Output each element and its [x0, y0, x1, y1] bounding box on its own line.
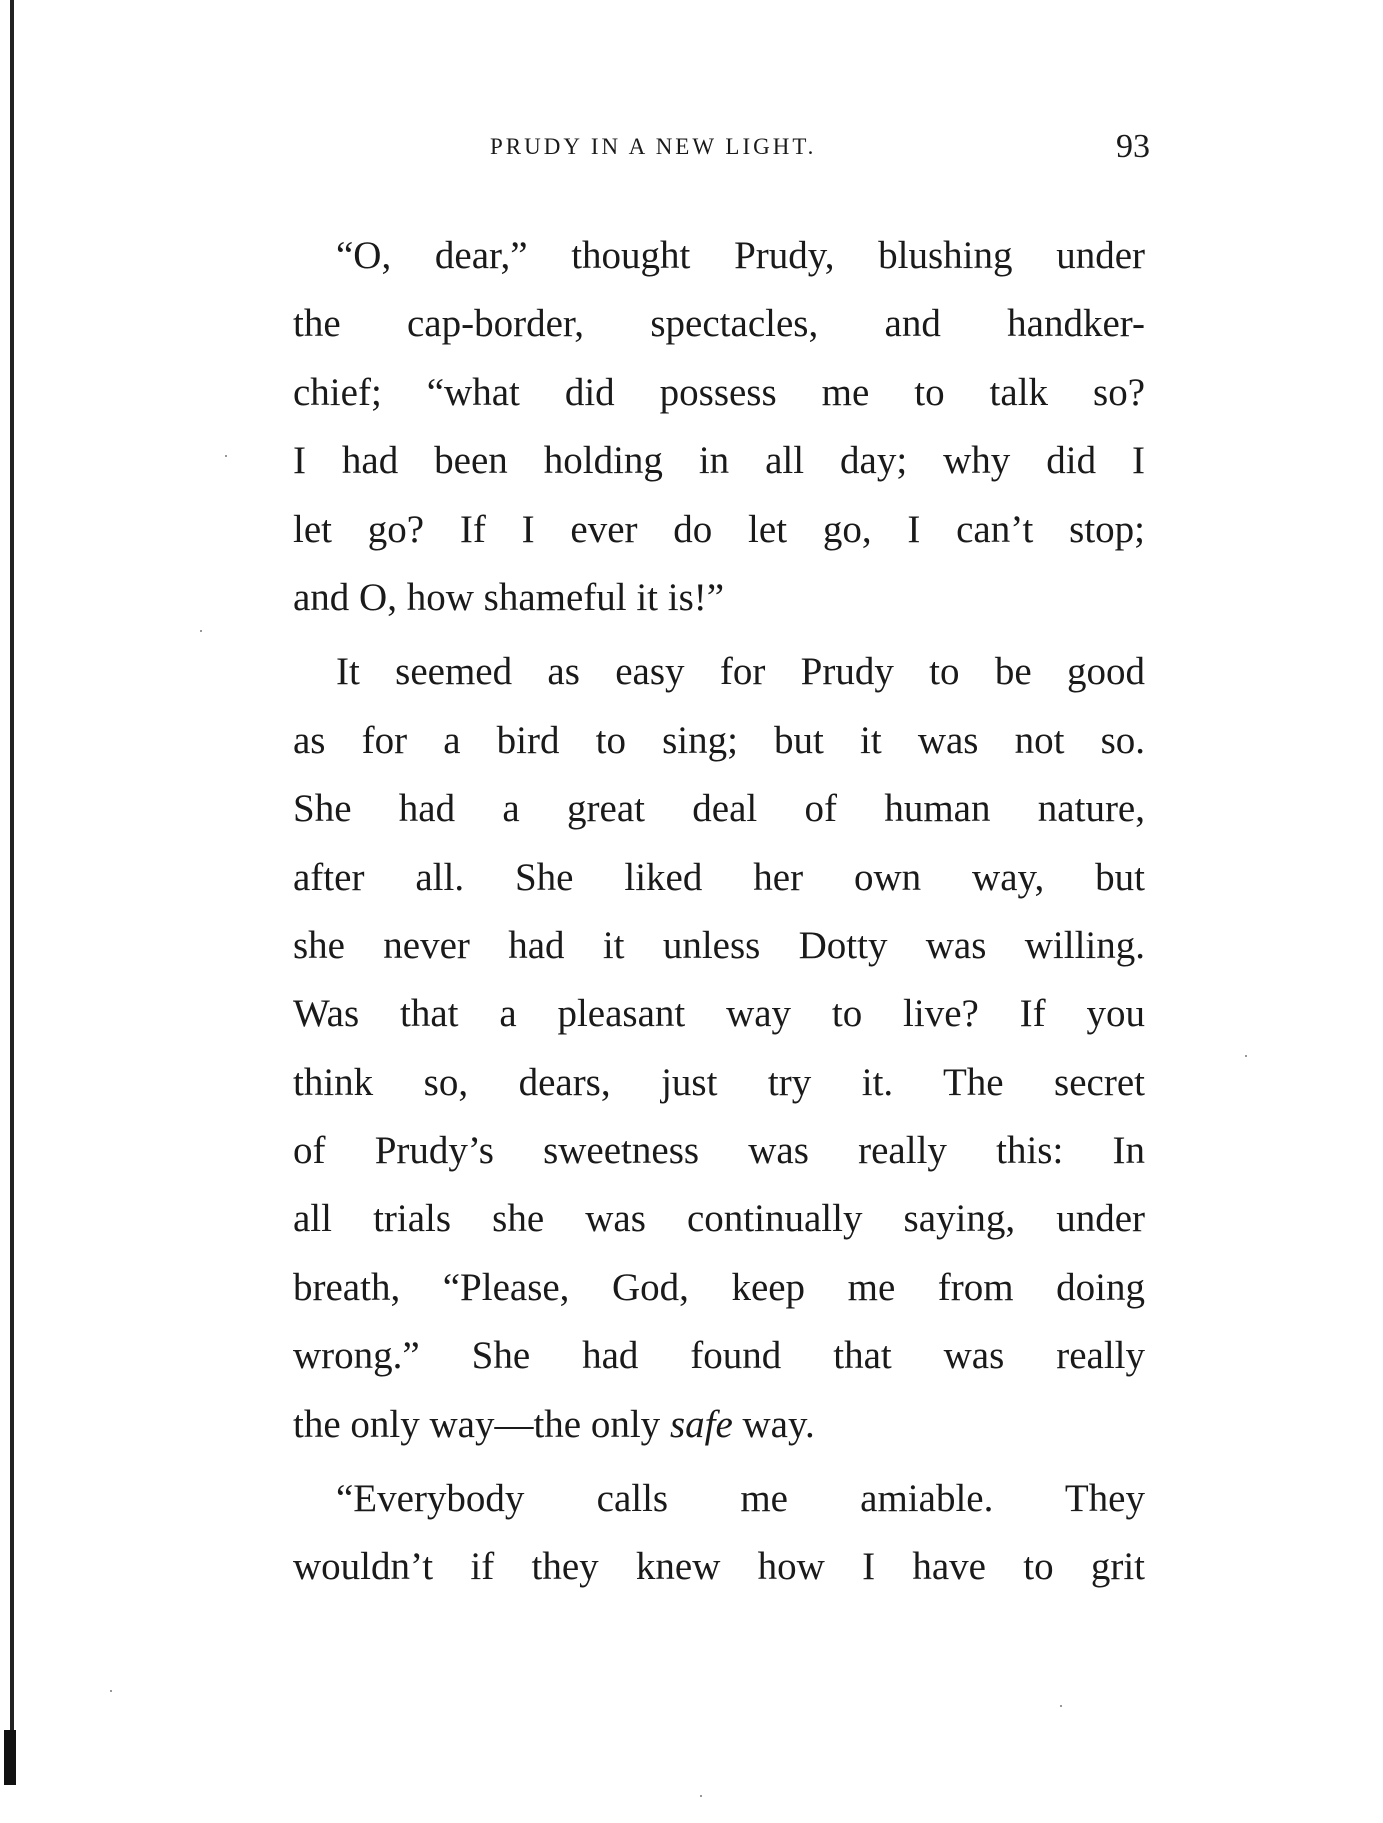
text-line: as for a bird to sing; but it was not so. [293, 718, 1145, 762]
paper-speck [225, 455, 227, 457]
text-line: of Prudy’s sweetness was really this: In [293, 1129, 1145, 1173]
text-line: She had a great deal of human nature, [293, 787, 1145, 831]
text-line: all trials she was continually saying, under [293, 1197, 1145, 1241]
text-line: the cap-border, spectacles, and handker- [293, 302, 1145, 346]
paper-speck [1245, 1055, 1247, 1057]
paper-speck [200, 630, 202, 632]
text-line: think so, dears, just try it. The secret [293, 1060, 1145, 1104]
text-line [293, 1391, 1145, 1459]
text-line: chief; “what did possess me to talk so? [293, 370, 1145, 414]
italic-emphasis: safe [669, 1402, 733, 1446]
paper-speck [700, 1795, 702, 1797]
text-line: breath, “Please, God, keep me from doing [293, 1265, 1145, 1309]
text-line: wrong.” She had found that was really [293, 1334, 1145, 1378]
running-title: PRUDY IN A NEW LIGHT. [490, 134, 817, 159]
text-line: I had been holding in all day; why did I [293, 439, 1145, 483]
page-number: 93 [1116, 128, 1150, 165]
paper-speck [110, 1690, 112, 1692]
text-line: “O, dear,” thought Prudy, blushing under [336, 234, 1145, 277]
text-line: let go? If I ever do let go, I can’t stop; [293, 507, 1145, 551]
text-line: after all. She liked her own way, but [293, 855, 1145, 899]
page-binding-edge [10, 0, 14, 1780]
text-fragment: the only way—the only [293, 1402, 670, 1446]
text-line: Was that a pleasant way to live? If you [293, 992, 1145, 1036]
page-binding-shadow [4, 1730, 16, 1785]
text-line: and O, how shameful it is!” [293, 575, 725, 619]
text-fragment: way. [732, 1402, 815, 1446]
text-line: she never had it unless Dotty was willing. [293, 923, 1145, 967]
running-header [290, 128, 1150, 168]
text-line: It seemed as easy for Prudy to be good [336, 650, 1145, 694]
body-text [293, 222, 1145, 1602]
text-line: “Everybody calls me amiable. They [336, 1477, 1145, 1521]
paper-speck [1060, 1705, 1062, 1707]
text-line: wouldn’t if they knew how I have to grit [293, 1545, 1145, 1589]
